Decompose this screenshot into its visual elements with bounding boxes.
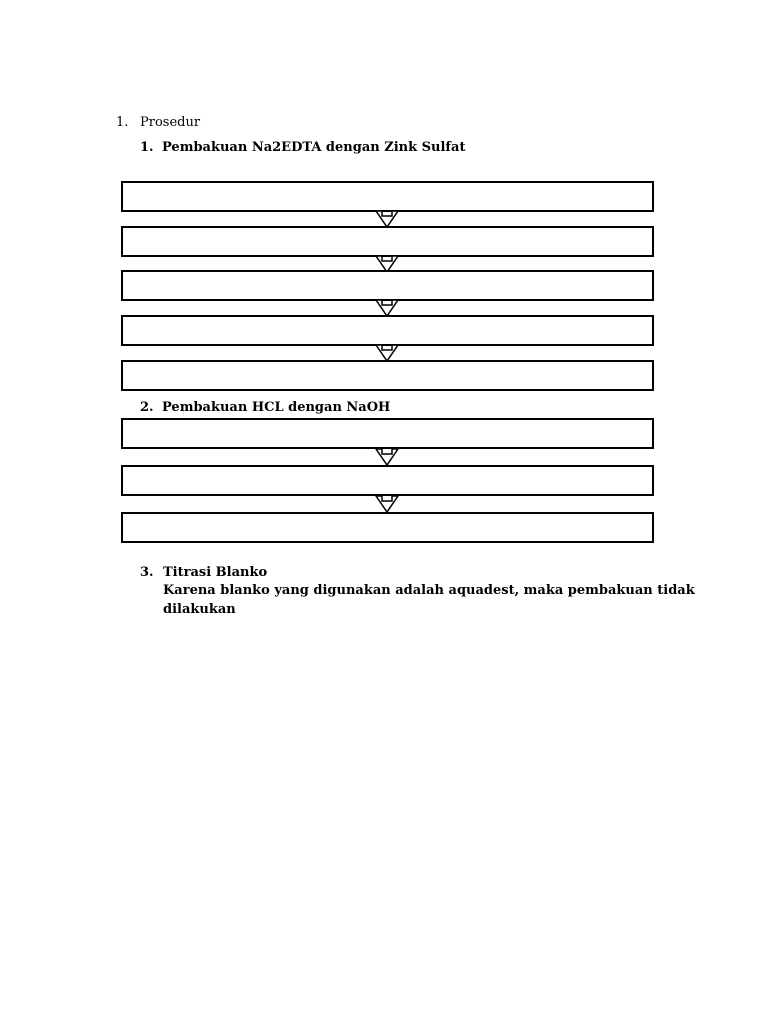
flow-box-1-5 [121,360,654,391]
flow-box-1-4 [121,315,654,346]
section-3-body-line-1: Karena blanko yang digunakan adalah aquadest, maka pembakuan tidak [163,583,695,598]
section-3-number: 3. [140,565,154,580]
section-1-number: 1. [140,140,154,155]
section-1-title: Pembakuan Na2EDTA dengan Zink Sulfat [162,140,466,155]
list-number: 1. [116,115,129,130]
flow-arrow-down-icon [372,495,402,513]
flow-arrow-down-icon [372,448,402,466]
section-2-title: Pembakuan HCL dengan NaOH [162,400,391,415]
section-3-title: Titrasi Blanko [163,565,268,580]
flow-box-1-2 [121,226,654,257]
procedure-heading: Prosedur [140,115,201,130]
flow-box-1-3 [121,270,654,301]
flow-box-2-1 [121,418,654,449]
flow-box-1-1 [121,181,654,212]
section-3-body-line-2: dilakukan [163,602,236,617]
flow-box-2-2 [121,465,654,496]
flow-box-2-3 [121,512,654,543]
section-2-number: 2. [140,400,154,415]
